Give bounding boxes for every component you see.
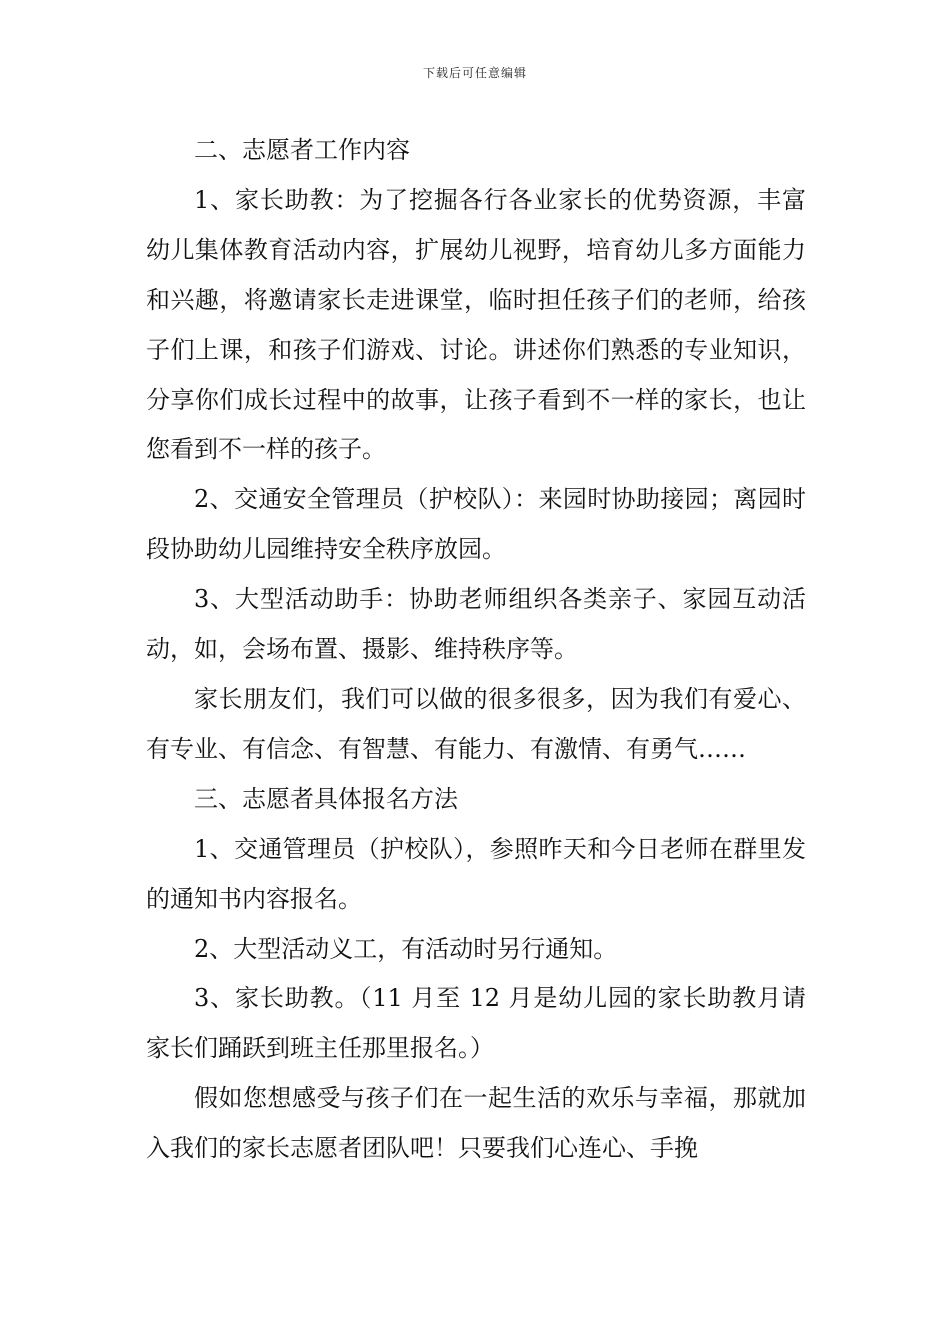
section-heading-registration: 三、志愿者具体报名方法 <box>194 784 458 813</box>
paragraph-event-helper: 3、大型活动助手：协助老师组织各类亲子、家园互动活动，如，会场布置、摄影、维持秩序等。 <box>146 585 806 664</box>
section-heading-work-content: 二、志愿者工作内容 <box>194 136 410 164</box>
document-body <box>146 126 806 1174</box>
paragraph-register-traffic: 1、交通管理员（护校队），参照昨天和今日老师在群里发的通知书内容报名。 <box>146 834 806 913</box>
paragraph-parents-can-do: 家长朋友们，我们可以做的很多很多，因为我们有爱心、有专业、有信念、有智慧、有能力、有激情、有勇气…… <box>146 684 806 763</box>
paragraph-register-volunteer: 2、大型活动义工，有活动时另行通知。 <box>194 934 618 963</box>
paragraph-closing: 假如您想感受与孩子们在一起生活的欢乐与幸福，那就加入我们的家长志愿者团队吧！只要我们心连心、手挽 <box>146 1084 806 1163</box>
paragraph-parent-assistant-teacher: 1、家长助教：为了挖掘各行各业家长的优势资源，丰富幼儿集体教育活动内容，扩展幼儿视野，培育幼儿多方面能力和兴趣，将邀请家长走进课堂，临时担任孩子们的老师，给孩子们上课，和孩子们游戏、讨论。讲述你们熟悉的专业知识，分享你们成长过程中的故事，让孩子看到不一样的家长，也让您看到不一样的孩子。 <box>146 185 806 464</box>
page-header: 下载后可任意编辑 <box>422 66 527 80</box>
paragraph-traffic-safety: 2、交通安全管理员（护校队）：来园时协助接园；离园时段协助幼儿园维持安全秩序放园。 <box>146 485 806 564</box>
paragraph-register-assistant: 3、家长助教。（11 月至 12 月是幼儿园的家长助教月请家长们踊跃到班主任那里报名。） <box>146 984 806 1063</box>
